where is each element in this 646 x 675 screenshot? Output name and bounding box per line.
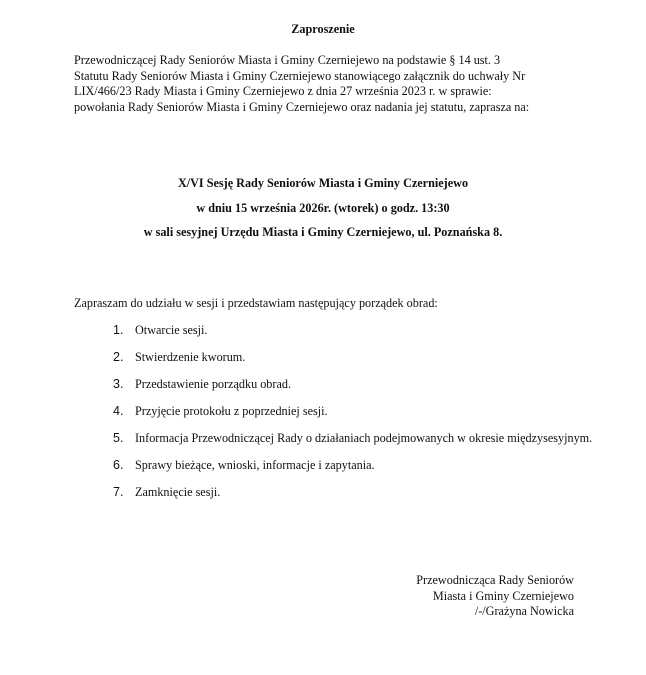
intro-line: LIX/466/23 Rady Miasta i Gminy Czerniejewo z dnia 27 września 2023 r. w sprawie: <box>74 84 492 98</box>
agenda-item-number: 2. <box>113 350 124 364</box>
agenda-item-text: Otwarcie sesji. <box>135 323 208 337</box>
agenda-item <box>113 431 593 446</box>
agenda-item-number: 5. <box>113 431 124 445</box>
session-name: X/VI Sesję Rady Seniorów Miasta i Gminy Czerniejewo <box>177 176 469 190</box>
agenda-item-text: Stwierdzenie kworum. <box>135 350 246 364</box>
agenda-item <box>113 485 593 500</box>
session-date: w dniu 15 września 2026r. (wtorek) o godz. 13:30 <box>196 201 450 215</box>
agenda-item <box>113 377 593 392</box>
intro-line: powołania Rady Seniorów Miasta i Gminy Czerniejewo oraz nadania jej statutu, zaprasza na: <box>74 99 530 114</box>
signature-block <box>416 573 574 620</box>
intro-line: Przewodniczącej Rady Seniorów Miasta i Gminy Czerniejewo na podstawie § 14 ust. 3 <box>74 53 501 67</box>
signature-title: Przewodnicząca Rady Seniorów <box>416 573 574 587</box>
intro-line: Statutu Rady Seniorów Miasta i Gminy Czerniejewo stanowiącego załącznik do uchwały Nr <box>74 68 526 83</box>
agenda-intro: Zapraszam do udziału w sesji i przedstawiam następujący porządek obrad: <box>74 296 438 310</box>
agenda-item <box>113 404 593 419</box>
agenda-item-number: 6. <box>113 458 124 472</box>
agenda-item-text: Zamknięcie sesji. <box>135 485 221 499</box>
agenda-item-number: 1. <box>113 323 124 337</box>
signature-organization: Miasta i Gminy Czerniejewo <box>432 588 574 603</box>
agenda-item <box>113 350 593 365</box>
agenda-item <box>113 323 593 338</box>
agenda-item-text: Sprawy bieżące, wnioski, informacje i zapytania. <box>135 458 375 472</box>
agenda-item-text: Przedstawienie porządku obrad. <box>135 377 292 391</box>
agenda-item-number: 7. <box>113 485 124 499</box>
session-place: w sali sesyjnej Urzędu Miasta i Gminy Czerniejewo, ul. Poznańska 8. <box>143 225 503 239</box>
intro-paragraph <box>74 53 594 115</box>
agenda-item-number: 3. <box>113 377 124 391</box>
agenda-item-text: Informacja Przewodniczącej Rady o działaniach podejmowanych w okresie międzysesyjnym. <box>135 431 593 445</box>
agenda-item-text: Przyjęcie protokołu z poprzedniej sesji. <box>135 404 328 418</box>
agenda-item <box>113 458 593 473</box>
document-title: Zaproszenie <box>291 22 355 36</box>
agenda-item-number: 4. <box>113 404 124 418</box>
signature-name: /-/Grażyna Nowicka <box>474 604 574 618</box>
agenda-list <box>113 323 593 500</box>
